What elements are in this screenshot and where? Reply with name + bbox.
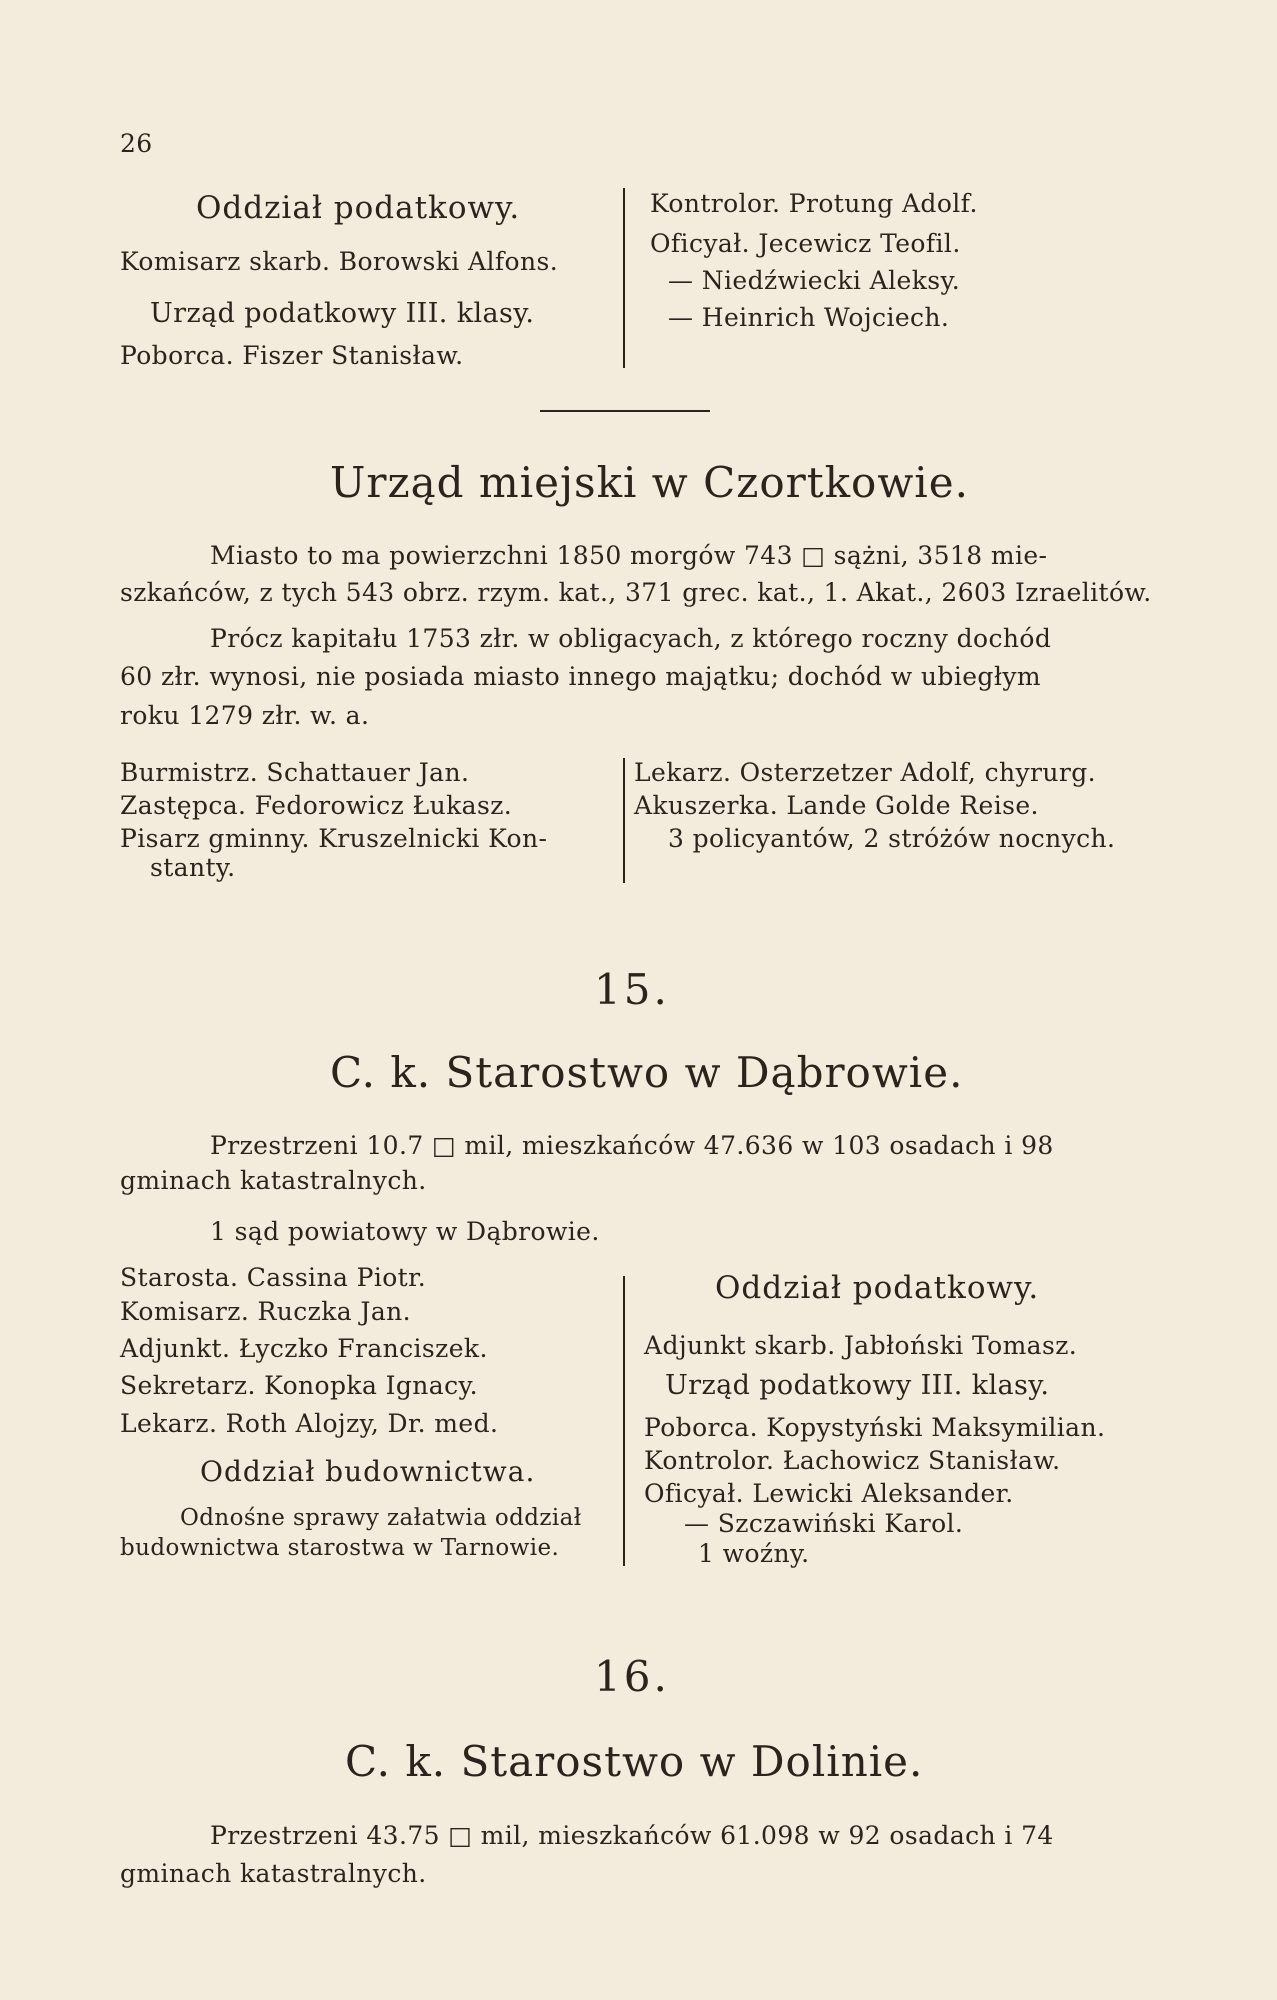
mayor-line: Burmistrz. Schattauer Jan. (120, 758, 470, 787)
doctor-line: Lekarz. Roth Alojzy, Dr. med. (120, 1409, 499, 1438)
czortkow-heading: Urząd miejski w Czortkowie. (330, 458, 969, 507)
czortkow-para1-line2: szkańców, z tych 543 obrz. rzym. kat., 371 grec. kat., 1. Akat., 2603 Izraelitów. (120, 578, 1152, 607)
secretary-line: Sekretarz. Konopka Ignacy. (120, 1371, 479, 1400)
officer-line-2: — Szczawiński Karol. (684, 1509, 964, 1538)
collector-line: Poborca. Fiszer Stanisław. (120, 341, 464, 370)
clerk-line-2: stanty. (150, 853, 236, 882)
czortkow-para2-line1: Prócz kapitału 1753 złr. w obligacyach, z którego roczny dochód (210, 624, 1052, 653)
section-rule (540, 410, 710, 412)
commissioner-line: Komisarz skarb. Borowski Alfons. (120, 247, 559, 276)
section-number-15: 15. (594, 965, 670, 1014)
dolina-para-line1: Przestrzeni 43.75 □ mil, mieszkańców 61.098 w 92 osadach i 74 (210, 1821, 1054, 1850)
section-number-16: 16. (594, 1652, 670, 1701)
construction-note-line1: Odnośne sprawy załatwia oddział (180, 1505, 582, 1531)
dolina-heading: C. k. Starostwo w Dolinie. (345, 1737, 924, 1786)
dabrowa-para-line2: gminach katastralnych. (120, 1166, 427, 1195)
tax-office-class-line: Urząd podatkowy III. klasy. (150, 298, 535, 329)
dabrowa-heading: C. k. Starostwo w Dąbrowie. (330, 1048, 964, 1097)
czortkow-para1-line1: Miasto to ma powierzchni 1850 morgów 743 □ sążni, 3518 mie- (210, 541, 1048, 570)
officer-line-3: — Heinrich Wojciech. (668, 303, 950, 332)
dabrowa-para-line1: Przestrzeni 10.7 □ mil, mieszkańców 47.636 w 103 osadach i 98 (210, 1131, 1054, 1160)
adjunct-line: Adjunkt. Łyczko Franciszek. (120, 1334, 488, 1363)
page-number: 26 (120, 129, 153, 158)
deputy-line: Zastępca. Fedorowicz Łukasz. (120, 791, 513, 820)
tax-office-heading: Oddział podatkowy. (196, 190, 521, 226)
officer-line-2: — Niedźwiecki Aleksy. (668, 266, 961, 295)
clerk-line: Pisarz gminny. Kruszelnicki Kon- (120, 824, 548, 853)
court-line: 1 sąd powiatowy w Dąbrowie. (210, 1217, 600, 1246)
adjunct-line: Adjunkt skarb. Jabłoński Tomasz. (644, 1331, 1078, 1360)
czortkow-para2-line2: 60 złr. wynosi, nie posiada miasto innego majątku; dochód w ubiegłym (120, 662, 1041, 691)
janitor-line: 1 woźny. (698, 1539, 810, 1568)
controller-line: Kontrolor. Łachowicz Stanisław. (644, 1446, 1061, 1475)
officer-line: Oficyał. Lewicki Aleksander. (644, 1479, 1014, 1508)
police-line: 3 policyantów, 2 stróżów nocnych. (668, 824, 1116, 853)
czortkow-para2-line3: roku 1279 złr. w. a. (120, 701, 370, 730)
construction-heading: Oddział budownictwa. (200, 1455, 536, 1488)
column-divider (623, 1276, 625, 1566)
tax-office-heading: Oddział podatkowy. (715, 1270, 1040, 1306)
construction-note-line2: budownictwa starostwa w Tarnowie. (120, 1535, 560, 1561)
starost-line: Starosta. Cassina Piotr. (120, 1263, 427, 1292)
dolina-para-line2: gminach katastralnych. (120, 1859, 427, 1888)
collector-line: Poborca. Kopystyński Maksymilian. (644, 1413, 1106, 1442)
doctor-line: Lekarz. Osterzetzer Adolf, chyrurg. (634, 758, 1096, 787)
midwife-line: Akuszerka. Lande Golde Reise. (634, 791, 1039, 820)
tax-office-class-line: Urząd podatkowy III. klasy. (665, 1370, 1050, 1401)
column-divider (623, 188, 625, 368)
commissioner-line: Komisarz. Ruczka Jan. (120, 1297, 411, 1326)
column-divider (623, 758, 625, 883)
controller-line: Kontrolor. Protung Adolf. (650, 189, 978, 218)
officer-line: Oficyał. Jecewicz Teofil. (650, 229, 961, 258)
